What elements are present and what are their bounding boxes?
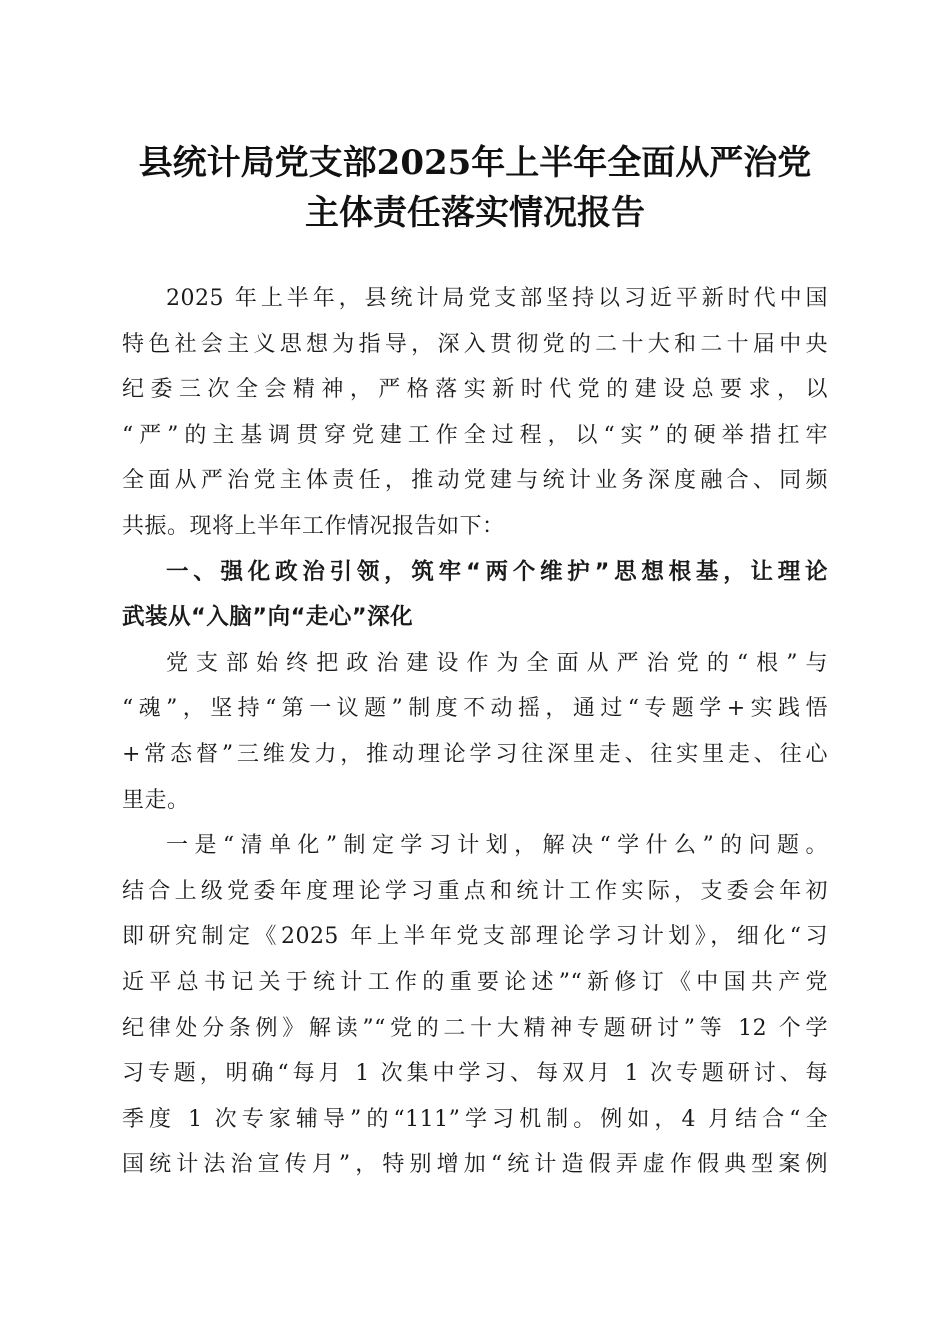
text-line: 里走。 (122, 787, 190, 813)
document-body (122, 276, 828, 1188)
text-line: 季度 1 次专家辅导”的“111”学习机制。例如，4 月结合“全 (122, 1106, 828, 1132)
text-line: 习专题，明确“每月 1 次集中学习、每双月 1 次专题研讨、每 (122, 1061, 828, 1087)
text-line: 一是“清单化”制定学习计划，解决“学什么”的问题。 (166, 833, 828, 859)
section-heading-1 (122, 550, 828, 641)
text-line: 特色社会主义思想为指导，深入贯彻党的二十大和二十届中央 (122, 331, 828, 357)
section-1-paragraph (122, 641, 828, 823)
text-line: 结合上级党委年度理论学习重点和统计工作实际，支委会年初 (122, 878, 828, 904)
text-line: 即研究制定《2025 年上半年党支部理论学习计划》，细化“习 (122, 924, 828, 950)
heading-line: 武装从“入脑”向“走心”深化 (122, 604, 414, 631)
text-line: 党支部始终把政治建设作为全面从严治党的“根”与 (166, 650, 828, 676)
study-plan-paragraph (122, 823, 828, 1188)
text-line: 近平总书记关于统计工作的重要论述”“新修订《中国共产党 (122, 969, 828, 995)
text-line: 全面从严治党主体责任，推动党建与统计业务深度融合、同频 (122, 468, 828, 494)
text-line: 纪委三次全会精神，严格落实新时代党的建设总要求，以 (122, 377, 828, 403)
text-line: “严”的主基调贯穿党建工作全过程，以“实”的硬举措扛牢 (122, 422, 828, 448)
text-line: 2025 年上半年，县统计局党支部坚持以习近平新时代中国 (166, 286, 828, 311)
text-line: 纪律处分条例》解读”“党的二十大精神专题研讨”等 12 个学 (122, 1015, 828, 1041)
title-line-2: 主体责任落实情况报告 (305, 193, 645, 233)
intro-paragraph (122, 276, 828, 550)
title-line-1: 县统计局党支部2025年上半年全面从严治党 (138, 143, 812, 183)
text-line: 国统计法治宣传月”，特别增加“统计造假弄虚作假典型案例 (122, 1152, 828, 1178)
text-line: “魂”，坚持“第一议题”制度不动摇，通过“专题学+实践悟 (122, 696, 828, 722)
heading-line: 一、强化政治引领，筑牢“两个维护”思想根基，让理论 (166, 558, 828, 585)
text-line: +常态督”三维发力，推动理论学习往深里走、往实里走、往心 (122, 741, 828, 767)
document-title (95, 138, 855, 238)
text-line: 共振。现将上半年工作情况报告如下： (122, 513, 505, 539)
